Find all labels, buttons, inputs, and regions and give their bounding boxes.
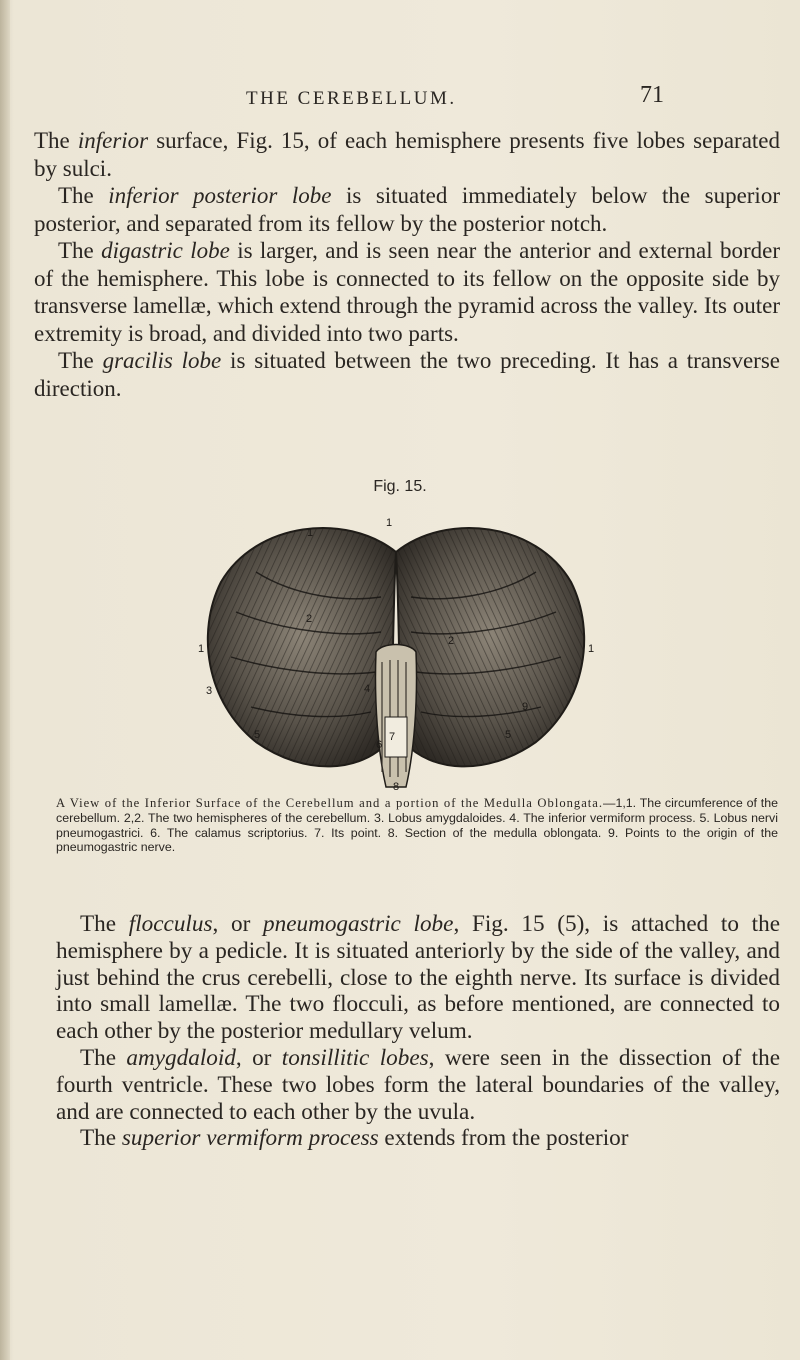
fig-num-5-right: 5 — [505, 729, 512, 741]
fig-num-1-top-left: 1 — [307, 527, 314, 539]
fig-num-1-top: 1 — [386, 517, 393, 529]
running-head: THE CEREBELLUM. — [246, 88, 457, 109]
fig-num-2-right: 2 — [448, 635, 455, 647]
paragraph-digastric-lobe: The digastric lobe is larger, and is seen near the anterior and external border of the hemisphere. This lobe is connected to its fellow on the opposite side by transverse lamellæ, which extend through the pyramid across the valley. Its outer extremity is broad, and divided into two parts. — [34, 238, 780, 346]
fig-num-7: 7 — [389, 731, 396, 743]
fig-num-1-right: 1 — [588, 643, 595, 655]
page-header — [0, 82, 800, 112]
cerebellum-engraving — [196, 502, 596, 792]
figure-caption — [56, 796, 778, 855]
paragraph-superior-vermiform: The superior vermiform process extends from the posterior — [80, 1125, 629, 1152]
paragraph-amygdaloid: The amygdaloid, or tonsillitic lobes, were seen in the dissection of the fourth ventricle. These two lobes form the lateral boundaries of the valley, and are connected to each other by the uvula. — [56, 1044, 780, 1125]
fig-num-6: 6 — [376, 739, 383, 751]
paragraph-inferior-posterior-lobe: The inferior posterior lobe is situated immediately below the superior posterior, and separated from its fellow by the posterior notch. — [34, 183, 780, 236]
page-gutter — [0, 0, 10, 1360]
page-number: 71 — [640, 82, 664, 108]
paragraph-gracilis-lobe: The gracilis lobe is situated between the two preceding. It has a transverse direction. — [34, 348, 780, 401]
text-block-bottom — [56, 911, 780, 1152]
fig-num-2-left: 2 — [306, 613, 313, 625]
fig-num-9: 9 — [522, 701, 529, 713]
figure-label: Fig. 15. — [373, 478, 427, 495]
fig-num-5-left: 5 — [254, 729, 261, 741]
caption-body: —1,1. The circumference of the cerebellum. 2,2. The two hemispheres of the cerebellum. 3. Lobus amygdaloides. 4. The inferior vermiform process. 5. Lobus nervi pneumogastrici. 6. The calamus scriptorius. 7. Its point. 8. Section of the medulla oblongata. 9. Points to the origin of the pneumogastric nerve. — [56, 796, 778, 855]
fig-num-4: 4 — [364, 683, 371, 695]
fig-num-1-left: 1 — [198, 643, 205, 655]
caption-title: A View of the Inferior Surface of the Cerebellum and a portion of the Medulla Oblongata. — [56, 796, 604, 810]
text-block-top — [34, 127, 780, 402]
cerebellum-illustration — [196, 502, 596, 792]
fig-num-3: 3 — [206, 685, 213, 697]
fig-num-8: 8 — [393, 781, 400, 792]
paragraph-inferior-surface: The inferior surface, Fig. 15, of each hemisphere presents five lobes separated by sulci. — [34, 128, 780, 181]
paragraph-flocculus: The flocculus, or pneumogastric lobe, Fig. 15 (5), is attached to the hemisphere by a pedicle. It is situated anteriorly by the side of the valley, and just behind the crus cerebelli, close to the eighth nerve. Its surface is divided into small lamellæ. The two flocculi, as before mentioned, are connected to each other by the posterior medullary velum. — [56, 911, 780, 1045]
